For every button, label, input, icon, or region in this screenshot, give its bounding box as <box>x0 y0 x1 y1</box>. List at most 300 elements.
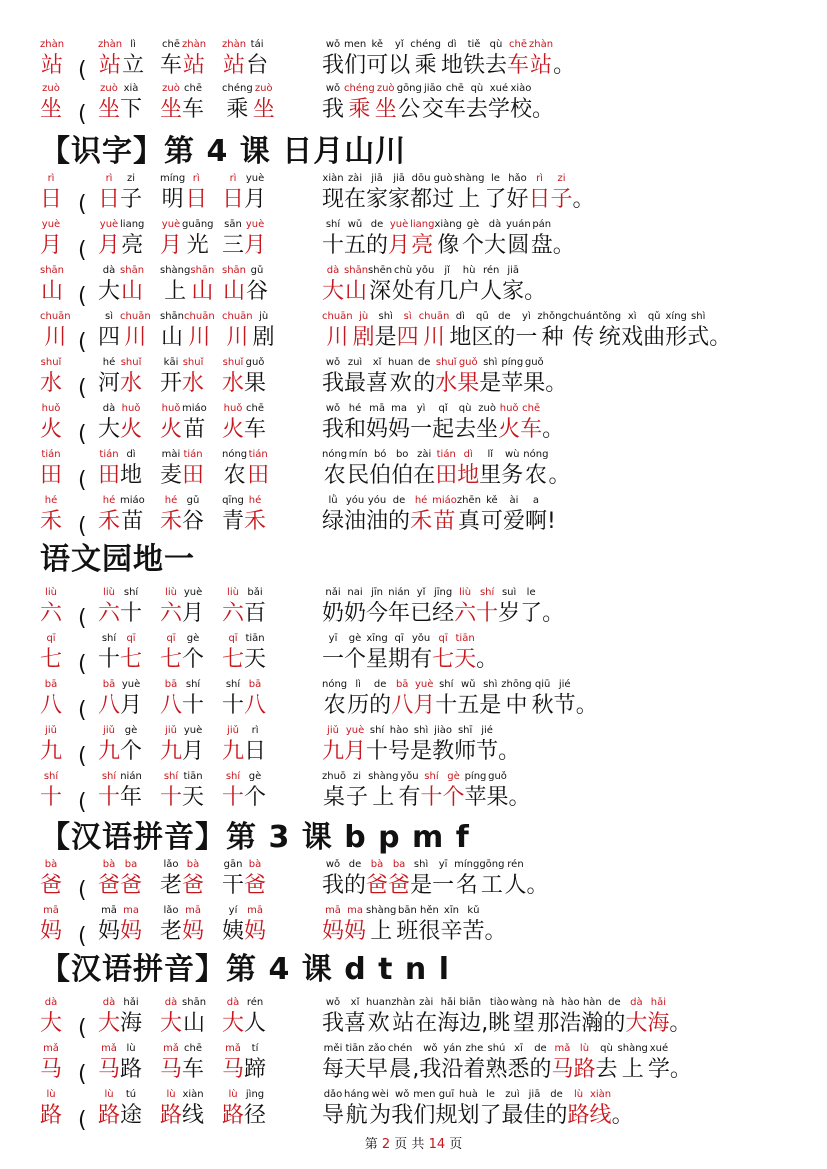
pinyin-annotation: qù <box>458 403 472 414</box>
hanzi-character: 期 <box>388 647 411 672</box>
example-sentence <box>322 1042 692 1083</box>
sentence-character <box>547 494 556 535</box>
pinyin-annotation <box>509 770 531 785</box>
pinyin-annotation: tián <box>436 449 456 460</box>
hanzi-character: 是 <box>410 873 433 898</box>
pinyin-annotation: rì <box>105 173 113 184</box>
sentence-character <box>545 356 567 397</box>
pinyin-annotation: zuò <box>254 83 273 94</box>
pinyin-annotation: tiě <box>467 39 481 50</box>
word-character <box>120 632 142 673</box>
pinyin-annotation: yuè <box>245 219 265 230</box>
character-entry-row <box>0 494 827 540</box>
hanzi-character: 一 <box>432 873 455 898</box>
pinyin-annotation: shuǐ <box>222 357 244 368</box>
word-character <box>246 38 268 79</box>
sentence-character <box>344 494 366 535</box>
character-entry-row <box>0 310 827 356</box>
example-sentence <box>322 264 546 305</box>
sentence-character <box>479 678 501 719</box>
word-character <box>182 38 206 79</box>
hanzi-character: 马 <box>98 1057 121 1082</box>
sentence-character <box>670 1042 692 1083</box>
hanzi-character: 大 <box>160 1011 183 1036</box>
pinyin-annotation: yǒu <box>415 265 435 276</box>
hanzi-character: 大 <box>98 417 121 442</box>
word-group <box>222 402 266 443</box>
pinyin-annotation: shān <box>222 265 247 276</box>
hanzi-character: 禾 <box>40 509 63 534</box>
sentence-character <box>581 996 603 1037</box>
word-character <box>98 1042 120 1083</box>
hanzi-character: 大 <box>625 1011 648 1036</box>
word-character <box>98 858 120 899</box>
word-group <box>98 310 151 351</box>
pinyin-annotation: lì <box>130 39 136 50</box>
sentence-character <box>322 448 347 489</box>
word-character <box>182 632 204 673</box>
pinyin-annotation: shí <box>43 771 59 782</box>
character-entry-row <box>0 678 827 724</box>
hanzi-character: 水 <box>182 371 205 396</box>
pinyin-annotation: wǒ <box>325 357 341 368</box>
sentence-character <box>435 678 457 719</box>
pinyin-annotation: xī <box>514 1043 523 1054</box>
word-character <box>98 632 120 673</box>
sentence-character <box>476 724 498 765</box>
pinyin-annotation: jiā <box>371 173 383 184</box>
pinyin-annotation: guǒ <box>245 357 265 368</box>
hanzi-character: 九 <box>222 739 245 764</box>
pinyin-annotation: chuān <box>40 311 71 322</box>
pinyin-annotation: xiàng <box>434 219 462 230</box>
pinyin-annotation: yǐ <box>416 587 426 598</box>
pinyin-annotation: shàng <box>368 771 399 782</box>
word-character <box>160 632 182 673</box>
pinyin-annotation: shì <box>483 357 498 368</box>
hanzi-character: 。 <box>548 463 571 488</box>
sentence-character <box>440 904 462 945</box>
word-character <box>222 82 253 123</box>
hanzi-character: 最 <box>344 371 367 396</box>
hanzi-character: 了 <box>520 601 543 626</box>
pinyin-annotation: bā <box>395 679 409 690</box>
word-character <box>160 996 182 1037</box>
footer-suffix: 页 <box>449 1137 463 1152</box>
hanzi-character: 里 <box>479 463 502 488</box>
sentence-character <box>366 632 388 673</box>
pinyin-annotation: dì <box>447 39 457 50</box>
pinyin-annotation <box>553 38 575 53</box>
sentence-character <box>344 858 366 899</box>
pinyin-annotation: dà <box>488 219 502 230</box>
pinyin-annotation: mǎ <box>225 1043 241 1054</box>
sentence-character <box>322 402 344 443</box>
word-character <box>98 678 120 719</box>
open-paren-glyph: ( <box>78 744 87 769</box>
hanzi-character: 四 <box>98 325 121 350</box>
pinyin-annotation: qǐ <box>438 403 448 414</box>
pinyin-annotation: liang <box>120 219 145 230</box>
pinyin-annotation: rì <box>192 173 200 184</box>
word-character <box>120 310 151 351</box>
pinyin-annotation: jiā <box>393 173 405 184</box>
sentence-character <box>665 310 687 351</box>
hanzi-character: 绿 <box>322 509 345 534</box>
sentence-character <box>457 1088 479 1129</box>
sentence-character <box>353 310 375 351</box>
sentence-character <box>576 678 598 719</box>
hanzi-character: 站 <box>530 53 553 78</box>
pinyin-annotation: tiān <box>245 633 265 644</box>
pinyin-annotation: xīn <box>443 905 459 916</box>
head-character <box>40 494 62 535</box>
sentence-character <box>412 1042 419 1083</box>
hanzi-character: 边 <box>459 1011 482 1036</box>
pinyin-annotation: jié <box>558 679 571 690</box>
word-character <box>222 724 244 765</box>
hanzi-character: 海 <box>437 1011 460 1036</box>
hanzi-character: 秋 <box>531 693 554 718</box>
sentence-character <box>322 632 344 673</box>
sentence-character <box>347 678 369 719</box>
word-character <box>120 770 142 811</box>
sentence-character <box>322 264 344 305</box>
pinyin-annotation: ài <box>509 495 519 506</box>
hanzi-character: 上 <box>458 187 481 212</box>
hanzi-character: 我 <box>391 1103 414 1128</box>
hanzi-character: 月 <box>182 739 205 764</box>
pinyin-annotation: nóng <box>523 449 549 460</box>
pinyin-annotation: chéng <box>410 39 441 50</box>
pinyin-annotation: xiào <box>510 83 532 94</box>
pinyin-annotation: shàng <box>160 265 191 276</box>
word-character <box>160 448 182 489</box>
open-paren-glyph: ( <box>78 468 87 493</box>
word-character <box>182 1088 204 1129</box>
pinyin-annotation: gǔ <box>250 265 264 276</box>
hanzi-character: 九 <box>98 739 121 764</box>
hanzi-character: 果 <box>244 371 267 396</box>
section-heading: 【汉语拼音】第 4 课 d t n l <box>40 952 450 987</box>
word-group <box>222 586 266 627</box>
sentence-character <box>520 586 542 627</box>
hanzi-character: 的 <box>413 371 436 396</box>
character-entry-row <box>0 218 827 264</box>
word-character <box>160 310 184 351</box>
sentence-character <box>462 904 484 945</box>
head-character <box>40 172 62 213</box>
hanzi-character: 十 <box>120 601 143 626</box>
sentence-character <box>322 996 344 1037</box>
pinyin-annotation: hé <box>102 495 116 506</box>
pinyin-annotation: gè <box>466 219 480 230</box>
word-character <box>160 264 190 305</box>
pinyin-annotation: bā <box>102 679 116 690</box>
word-character <box>184 310 215 351</box>
word-character <box>244 1042 266 1083</box>
pinyin-annotation: hé <box>348 403 362 414</box>
pinyin-annotation <box>526 858 548 873</box>
word-group <box>98 1042 142 1083</box>
word-group <box>222 448 269 489</box>
character-entry-row <box>0 402 827 448</box>
hanzi-character: 乘 <box>226 97 249 122</box>
hanzi-character: 公 <box>398 97 421 122</box>
hanzi-character: 统 <box>598 325 621 350</box>
head-character <box>40 632 62 673</box>
hanzi-character: 川 <box>188 325 211 350</box>
hanzi-character: 十 <box>476 601 499 626</box>
sentence-character <box>432 494 457 535</box>
hanzi-character: 苹 <box>501 371 524 396</box>
sentence-character <box>510 82 532 123</box>
word-character <box>98 402 120 443</box>
hanzi-character: 妈 <box>40 919 63 944</box>
pinyin-annotation: chéng <box>222 83 253 94</box>
page-footer <box>0 1137 827 1153</box>
hanzi-character: 坐 <box>252 97 275 122</box>
example-sentence <box>322 632 498 673</box>
hanzi-character: 历 <box>347 693 370 718</box>
word-character <box>244 770 266 811</box>
character-entry-row <box>0 586 827 632</box>
pinyin-annotation: yóu <box>367 495 387 506</box>
head-character <box>40 310 71 351</box>
pinyin-annotation: ma <box>347 905 363 916</box>
sentence-character <box>441 38 463 79</box>
word-group <box>160 402 207 443</box>
pinyin-annotation: shí <box>101 771 117 782</box>
hanzi-character: 路 <box>98 1103 121 1128</box>
sentence-character <box>322 586 344 627</box>
pinyin-annotation: wǒ <box>325 83 341 94</box>
sentence-character <box>542 402 564 443</box>
word-character <box>244 1088 266 1129</box>
pinyin-annotation: shī <box>457 725 473 736</box>
sentence-character <box>366 904 396 945</box>
hanzi-character: 乘 <box>348 97 371 122</box>
pinyin-annotation: bó <box>373 449 387 460</box>
hanzi-character: 着 <box>463 1057 486 1082</box>
pinyin-annotation: chuān <box>222 311 253 322</box>
sentence-character <box>498 724 520 765</box>
word-character <box>182 448 204 489</box>
pinyin-annotation <box>542 402 564 417</box>
word-character <box>222 494 244 535</box>
pinyin-annotation: guǒ <box>524 357 544 368</box>
hanzi-character: 校 <box>509 97 532 122</box>
hanzi-character: 欢 <box>389 371 412 396</box>
section-heading: 语文园地一 <box>40 542 195 577</box>
sentence-character <box>436 264 458 305</box>
pinyin-annotation: xīng <box>366 633 388 644</box>
sentence-character <box>648 1042 670 1083</box>
hanzi-character: 十 <box>98 785 121 810</box>
sentence-character <box>501 1088 523 1129</box>
character-entry-row <box>0 82 827 128</box>
word-character <box>160 82 182 123</box>
pinyin-annotation: bà <box>248 859 262 870</box>
pinyin-annotation: de <box>373 679 387 690</box>
pinyin-annotation: lǎo <box>163 905 179 916</box>
hanzi-character: 地 <box>440 53 463 78</box>
pinyin-annotation: zài <box>419 997 434 1008</box>
hanzi-character: 。 <box>545 371 568 396</box>
hanzi-character: 七 <box>160 647 183 672</box>
pinyin-annotation: shuǐ <box>435 357 457 368</box>
footer-page-number: 2 <box>381 1137 391 1152</box>
word-character <box>244 858 266 899</box>
pinyin-annotation: huǒ <box>161 403 181 414</box>
sentence-character <box>397 82 422 123</box>
hanzi-character: 河 <box>98 371 121 396</box>
pinyin-annotation: chuān <box>322 311 353 322</box>
pinyin-annotation: wǒ <box>423 1043 438 1054</box>
pinyin-annotation: dà <box>326 265 340 276</box>
word-character <box>160 356 182 397</box>
pinyin-annotation: yǐ <box>394 39 404 50</box>
hanzi-character: 岁 <box>498 601 521 626</box>
hanzi-character: 佳 <box>523 1103 546 1128</box>
hanzi-character: 深 <box>369 279 392 304</box>
word-group <box>98 770 142 811</box>
word-character <box>222 310 253 351</box>
hanzi-character: 六 <box>40 601 63 626</box>
head-character <box>40 586 62 627</box>
pinyin-annotation: xǐ <box>350 997 360 1008</box>
sentence-character <box>375 82 397 123</box>
pinyin-annotation: jiǔ <box>227 725 239 736</box>
open-paren-glyph: ( <box>78 790 87 815</box>
sentence-character <box>501 678 531 719</box>
sentence-character <box>501 356 523 397</box>
head-character <box>40 38 64 79</box>
hanzi-character: 八 <box>391 693 414 718</box>
hanzi-character: 谷 <box>182 509 205 534</box>
hanzi-character: 田 <box>435 463 458 488</box>
word-character <box>244 172 266 213</box>
pinyin-annotation: chuán <box>567 311 599 322</box>
sentence-character <box>553 38 575 79</box>
open-paren-glyph: ( <box>78 1062 87 1087</box>
open-paren-glyph: ( <box>78 422 87 447</box>
hanzi-character: 。 <box>669 1057 692 1082</box>
pinyin-annotation: hǎi <box>123 997 139 1008</box>
word-character <box>244 218 266 259</box>
word-character <box>120 402 142 443</box>
hanzi-character: 月 <box>160 233 183 258</box>
hanzi-character: 山 <box>161 325 184 350</box>
pinyin-annotation: lù <box>579 1043 590 1054</box>
sentence-character <box>366 38 388 79</box>
footer-middle: 页 共 <box>394 1137 425 1152</box>
sentence-character <box>414 264 436 305</box>
hanzi-character: 爸 <box>98 873 121 898</box>
sentence-character <box>466 82 488 123</box>
word-group <box>98 264 144 305</box>
hanzi-character: 老 <box>160 919 183 944</box>
pinyin-annotation: bo <box>395 449 409 460</box>
sentence-character <box>410 494 432 535</box>
sentence-character <box>546 1088 568 1129</box>
hanzi-character: 禾 <box>98 509 121 534</box>
section-heading: 【汉语拼音】第 3 课 b p m f <box>40 820 470 855</box>
word-character <box>222 586 244 627</box>
sentence-character <box>598 310 621 351</box>
pinyin-annotation: nián <box>120 771 142 782</box>
hanzi-character: 苗 <box>121 509 144 534</box>
word-group <box>160 218 214 259</box>
hanzi-character: 坐 <box>476 417 499 442</box>
word-character <box>182 904 204 945</box>
hanzi-character: 伯 <box>369 463 392 488</box>
sentence-character <box>322 356 344 397</box>
word-group <box>222 494 266 535</box>
hanzi-character: 我 <box>322 1011 345 1036</box>
sentence-character <box>347 448 369 489</box>
word-character <box>190 264 214 305</box>
word-character <box>222 264 246 305</box>
pinyin-annotation: ba <box>124 859 138 870</box>
hanzi-character: 在 <box>344 187 367 212</box>
pinyin-annotation: dì <box>463 449 473 460</box>
hanzi-character: 站 <box>99 53 122 78</box>
word-group <box>98 38 144 79</box>
pinyin-annotation <box>484 904 506 919</box>
word-character <box>98 218 120 259</box>
character-entry-row <box>0 858 827 904</box>
pinyin-annotation: rì <box>536 173 543 184</box>
pinyin-annotation: mā <box>185 905 201 916</box>
pinyin-annotation: hěn <box>420 905 439 916</box>
hanzi-character: 个 <box>244 785 267 810</box>
sentence-character <box>366 356 388 397</box>
sentence-character <box>432 586 454 627</box>
pinyin-annotation: shān <box>160 311 185 322</box>
hanzi-character: 。 <box>524 279 547 304</box>
sentence-character <box>568 1088 590 1129</box>
sentence-character <box>488 996 510 1037</box>
hanzi-character: 。 <box>476 647 499 672</box>
word-character <box>253 310 275 351</box>
example-sentence <box>322 82 554 123</box>
hanzi-character: 戏 <box>621 325 644 350</box>
head-character <box>40 356 62 397</box>
pinyin-annotation <box>542 586 564 601</box>
word-group <box>98 218 144 259</box>
hanzi-character: 七 <box>120 647 143 672</box>
hanzi-character: 苗 <box>433 509 456 534</box>
word-character <box>244 402 266 443</box>
hanzi-character: 人 <box>504 873 527 898</box>
pinyin-annotation: píng <box>501 357 524 368</box>
sentence-character <box>643 310 665 351</box>
word-character <box>160 402 182 443</box>
word-group <box>98 586 142 627</box>
hanzi-character: 麦 <box>160 463 183 488</box>
pinyin-annotation: shì <box>413 859 429 870</box>
hanzi-character: 坐 <box>160 97 183 122</box>
hanzi-character: 十 <box>322 233 345 258</box>
pinyin-annotation: yí <box>228 905 238 916</box>
hanzi-character: 的 <box>493 325 516 350</box>
pinyin-annotation: shàng <box>366 905 397 916</box>
hanzi-character: 蹄 <box>244 1057 267 1082</box>
hanzi-character: 乘 <box>414 53 437 78</box>
sentence-character <box>410 218 434 259</box>
hanzi-character: 家 <box>388 187 411 212</box>
